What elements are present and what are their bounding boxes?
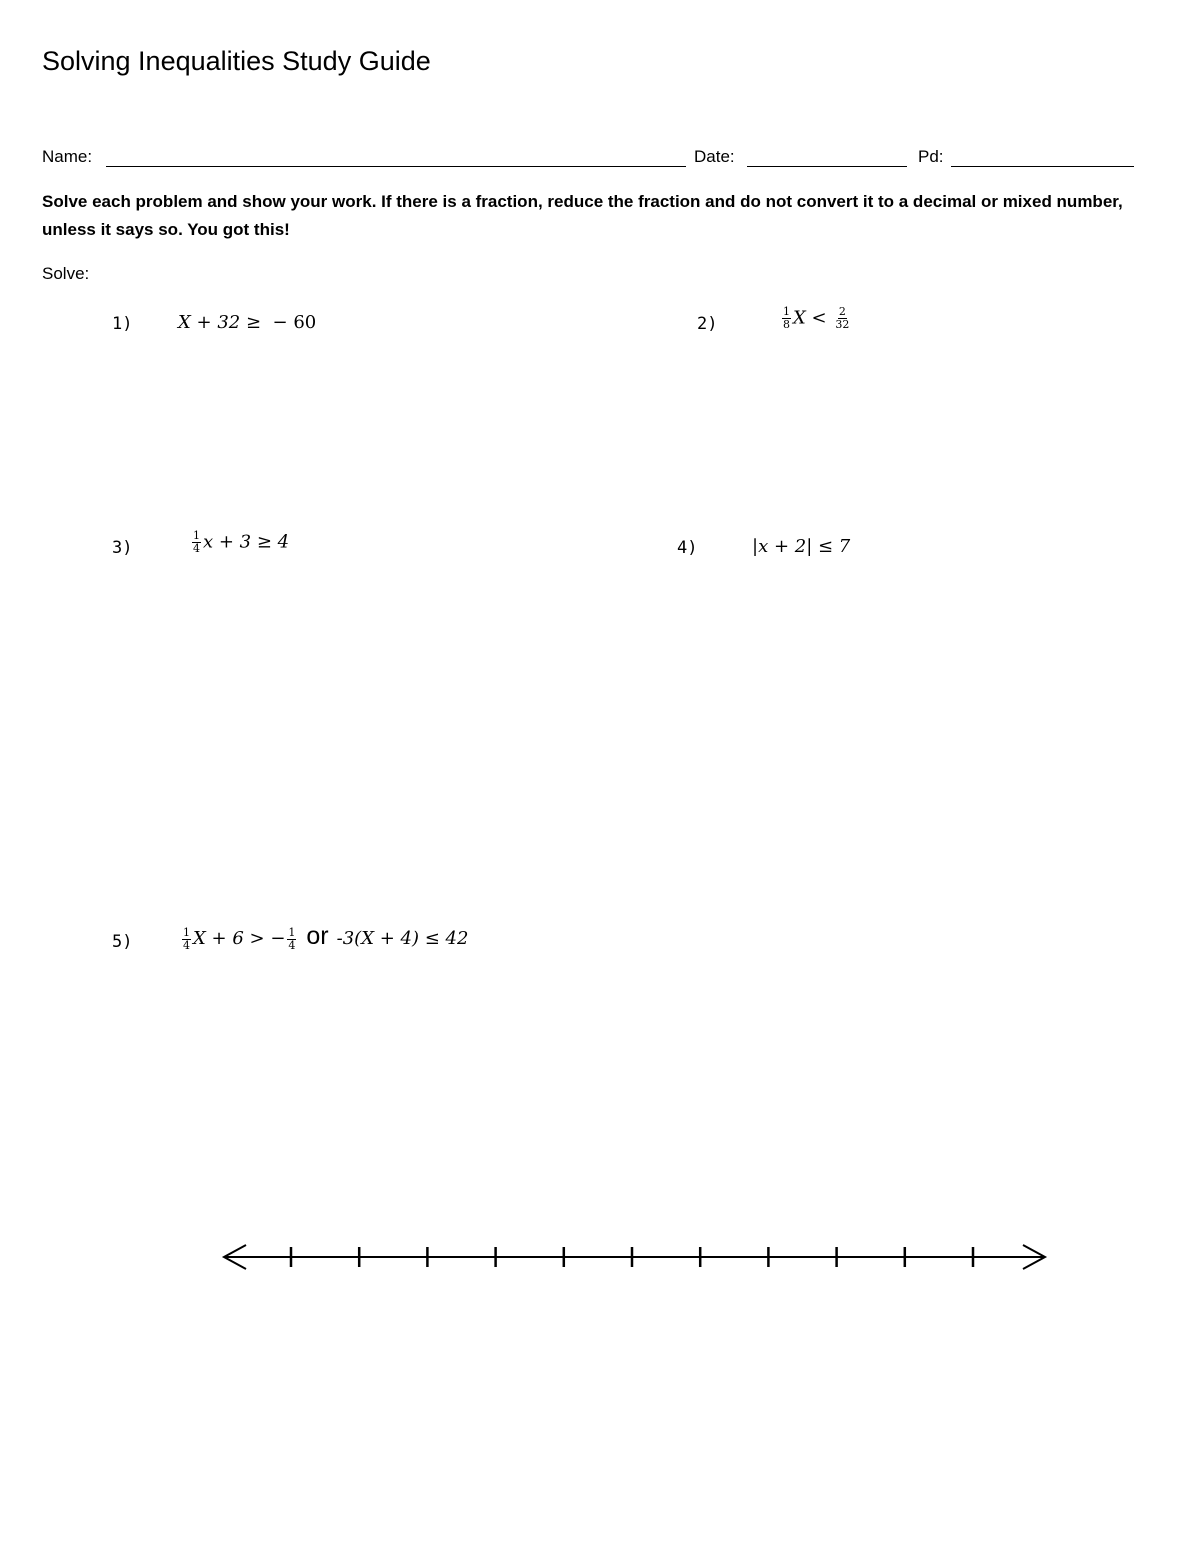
problem-5-rhs-fraction: $\frac{1}{4}$ bbox=[288, 925, 296, 952]
problem-2-number: 2) bbox=[697, 314, 718, 334]
problem-3-fraction: $\frac{1}{4}$ bbox=[193, 529, 200, 555]
pd-label: Pd: bbox=[918, 147, 944, 166]
solve-label: Solve: bbox=[42, 264, 90, 283]
problem-1-number: 1) bbox=[112, 314, 133, 334]
problem-4-number: 4) bbox=[677, 538, 698, 558]
problem-5-part2: -3(X + 4) ≤ 42 bbox=[336, 928, 469, 949]
date-label: Date: bbox=[694, 147, 735, 166]
page-title: Solving Inequalities Study Guide bbox=[42, 46, 431, 76]
problem-3-rest: x + 3 ≥ 4 bbox=[203, 531, 290, 553]
problem-2-mid: X < bbox=[793, 307, 827, 329]
problem-3-number: 3) bbox=[112, 538, 133, 558]
problem-1-lhs: X + 32 ≥ bbox=[178, 312, 262, 333]
problem-5-fraction: $\frac{1}{4}$ bbox=[183, 925, 190, 952]
problem-5-or: or bbox=[306, 922, 329, 950]
problem-5-number: 5) bbox=[112, 932, 133, 952]
instructions: Solve each problem and show your work. If there is a fraction, reduce the fraction and do not convert it to a decimal or mixed number, unless it says so. You got this! bbox=[42, 192, 1123, 239]
problem-4-expr: |x + 2| ≤ 7 bbox=[752, 536, 851, 557]
problem-2-fraction: $\frac{1}{8}$ bbox=[783, 305, 790, 331]
problem-1-rhs: − 60 bbox=[272, 312, 317, 333]
problem-2-rhs-fraction: $\frac{2}{32}$ bbox=[835, 305, 850, 331]
name-label: Name: bbox=[42, 147, 93, 166]
problem-5-part1: X + 6 > − bbox=[193, 928, 286, 949]
